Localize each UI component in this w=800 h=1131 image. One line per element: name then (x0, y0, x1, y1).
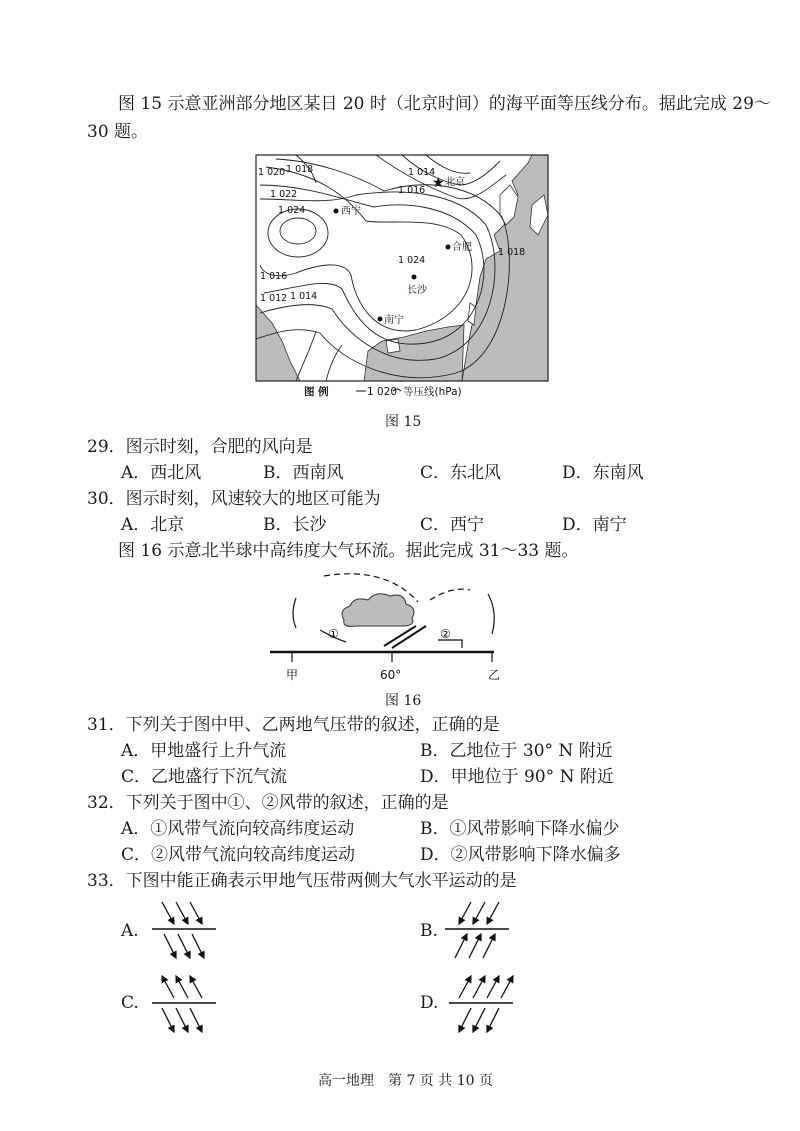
q33-option-a[interactable]: A. (121, 921, 139, 941)
xining-dot (334, 209, 339, 214)
intro-line-2: 30 题。 (87, 122, 149, 142)
label-jia: 甲 (286, 668, 299, 682)
beijing-star-icon: ★ (432, 175, 445, 191)
intro-line-1: 图 15 示意亚洲部分地区某日 20 时（北京时间）的海平面等压线分布。据此完成 29～ (118, 94, 771, 114)
figure-15-map (256, 155, 548, 403)
island-hainan (386, 339, 400, 353)
q30-option-d[interactable]: D．南宁 (562, 515, 627, 535)
q29-stem: 29．图示时刻，合肥的风向是 (87, 437, 313, 457)
isobar-label-1016-north: 1 016 (398, 185, 426, 196)
sea-east (462, 155, 548, 381)
q33-option-d[interactable]: D. (420, 993, 439, 1013)
isobar-label-1014-west: 1 014 (290, 291, 318, 302)
legend-title: 图 例 (304, 386, 329, 398)
q30-option-a[interactable]: A．北京 (121, 515, 185, 535)
belt-label-2: ② (440, 627, 451, 641)
q31-option-a[interactable]: A．甲地盛行上升气流 (121, 741, 287, 761)
right-arc (488, 594, 494, 634)
legend-sample-value: 1 020 (367, 386, 398, 398)
q32-option-a[interactable]: A．①风带气流向较高纬度运动 (121, 819, 355, 839)
q30-option-b[interactable]: B．长沙 (263, 515, 327, 535)
label-60: 60° (380, 668, 402, 682)
q30-stem: 30．图示时刻，风速较大的地区可能为 (87, 489, 381, 509)
city-nanning: 南宁 (384, 315, 404, 326)
intro-figure-16: 图 16 示意北半球中高纬度大气环流。据此完成 31～33 题。 (118, 541, 579, 561)
q33-diagram-d[interactable] (443, 972, 517, 1036)
city-xining: 西宁 (341, 206, 361, 217)
q29-option-c[interactable]: C．东北风 (420, 463, 502, 483)
q31-option-c[interactable]: C．乙地盛行下沉气流 (121, 767, 288, 787)
sea-west (256, 305, 300, 381)
q31-option-b[interactable]: B．乙地位于 30° N 附近 (420, 741, 613, 761)
q33-option-b[interactable]: B. (420, 921, 438, 941)
upper-dashed-flow-right (430, 589, 470, 600)
nanning-dot (378, 317, 383, 322)
belt-label-1: ① (328, 627, 339, 641)
q32-stem: 32．下列关于图中①、②风带的叙述，正确的是 (87, 793, 449, 813)
figure-16-caption: 图 16 (385, 693, 422, 709)
q32-option-b[interactable]: B．①风带影响下降水偏少 (420, 819, 620, 839)
q29-option-a[interactable]: A．西北风 (121, 463, 202, 483)
q33-diagram-b[interactable] (443, 900, 513, 962)
left-arc (293, 598, 296, 628)
hefei-dot (446, 245, 451, 250)
isobar-label-1018-east: 1 018 (498, 247, 526, 258)
q29-option-b[interactable]: B．西南风 (263, 463, 344, 483)
belt-2-arrow (438, 640, 462, 648)
changsha-dot (412, 275, 417, 280)
city-changsha: 长沙 (407, 285, 427, 296)
q33-option-c[interactable]: C. (121, 993, 139, 1013)
isobar-label-1016-west: 1 016 (260, 271, 288, 282)
q32-option-d[interactable]: D．②风带影响下降水偏多 (420, 845, 621, 865)
cloud-icon (342, 594, 414, 627)
figure-15-caption: 图 15 (385, 414, 422, 430)
isobar-label-1020: 1 020 (258, 167, 286, 178)
q29-option-d[interactable]: D．东南风 (562, 463, 644, 483)
figure-16-circulation (266, 570, 516, 686)
q33-diagram-c[interactable] (150, 972, 220, 1036)
isobar-label-1022: 1 022 (270, 189, 298, 200)
isobar-label-1018-top: 1 018 (286, 164, 314, 175)
q31-stem: 31．下列关于图中甲、乙两地气压带的叙述，正确的是 (87, 715, 500, 735)
q32-option-c[interactable]: C．②风带气流向较高纬度运动 (121, 845, 356, 865)
isobar-label-1012: 1 012 (260, 293, 288, 304)
q33-stem: 33．下图中能正确表示甲地气压带两侧大气水平运动的是 (87, 871, 517, 891)
q31-option-d[interactable]: D．甲地位于 90° N 附近 (420, 767, 614, 787)
isobar-label-1024-center: 1 024 (398, 255, 426, 266)
legend-description: 等压线(hPa) (403, 386, 462, 398)
isobar-label-1024-west: 1 024 (278, 205, 306, 216)
page-footer: 高一地理 第 7 页 共 10 页 (318, 1073, 493, 1089)
city-hefei: 合肥 (452, 242, 472, 253)
sea-south (364, 325, 464, 381)
q33-diagram-a[interactable] (150, 900, 220, 962)
q30-option-c[interactable]: C．西宁 (420, 515, 485, 535)
city-beijing: 北京 (445, 177, 465, 188)
isobar-label-1014-north: 1 014 (408, 167, 436, 178)
label-yi: 乙 (488, 668, 501, 682)
